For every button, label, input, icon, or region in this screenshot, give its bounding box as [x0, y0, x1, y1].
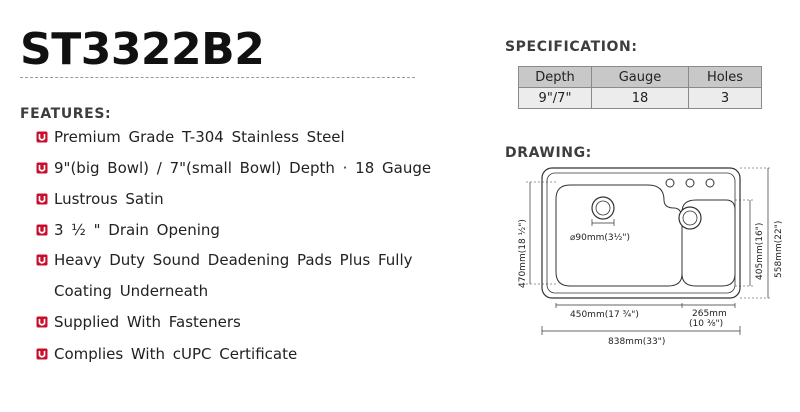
bullet-icon — [36, 348, 48, 360]
bullet-icon — [36, 193, 48, 205]
feature-text: 9"(big Bowl) / 7"(small Bowl) Depth · 18 Gauge — [54, 159, 432, 177]
feature-item — [36, 315, 241, 330]
bullet-icon — [36, 162, 48, 174]
width-total-dimension: 838mm(33") — [608, 337, 666, 347]
feature-text: Supplied With Fasteners — [54, 313, 241, 331]
height-total-dimension: 558mm(22") — [774, 220, 784, 278]
feature-continuation: Coating Underneath — [54, 282, 209, 300]
height-left-dimension: 470mm(18 ½") — [518, 219, 528, 288]
drain-dimension: ⌀90mm(3½") — [570, 233, 631, 243]
feature-text: Premium Grade T-304 Stainless Steel — [54, 128, 345, 146]
faucet-hole — [686, 179, 694, 187]
drawing-heading: DRAWING: — [505, 145, 592, 161]
spec-header-holes: Holes — [689, 67, 762, 88]
bullet-icon — [36, 254, 48, 266]
spec-value-depth: 9"/7" — [519, 88, 592, 109]
faucet-hole — [706, 179, 714, 187]
height-right-dimension: 405mm(16") — [755, 222, 765, 280]
spec-table — [518, 66, 762, 109]
spec-value-holes: 3 — [689, 88, 762, 109]
title-divider — [20, 77, 415, 78]
feature-text: Lustrous Satin — [54, 190, 164, 208]
spec-value-gauge: 18 — [592, 88, 689, 109]
bullet-icon — [36, 224, 48, 236]
feature-text: 3 ½ " Drain Opening — [54, 221, 220, 239]
feature-item — [36, 253, 413, 268]
width-big-dimension: 450mm(17 ¾") — [570, 310, 639, 320]
small-bowl-drain — [679, 207, 701, 229]
spec-header-depth: Depth — [519, 67, 592, 88]
bullet-icon — [36, 131, 48, 143]
spec-header-gauge: Gauge — [592, 67, 689, 88]
bullet-icon — [36, 316, 48, 328]
specification-heading: SPECIFICATION: — [505, 39, 638, 55]
sink-drawing — [500, 160, 790, 350]
big-bowl-drain — [592, 197, 614, 219]
feature-item — [36, 130, 345, 145]
width-small-inch: (10 ⅜") — [689, 319, 724, 329]
features-heading: FEATURES: — [20, 106, 112, 122]
feature-item — [36, 161, 431, 176]
spec-value-row — [519, 88, 762, 109]
faucet-hole — [666, 179, 674, 187]
feature-text: Heavy Duty Sound Deadening Pads Plus Fully — [54, 251, 413, 269]
width-small-dimension: 265mm — [692, 309, 727, 319]
feature-item — [36, 347, 297, 362]
model-title: ST3322B2 — [20, 24, 265, 75]
feature-item — [36, 223, 220, 238]
feature-item — [36, 192, 164, 207]
spec-header-row — [519, 67, 762, 88]
feature-text: Complies With cUPC Certificate — [54, 345, 298, 363]
